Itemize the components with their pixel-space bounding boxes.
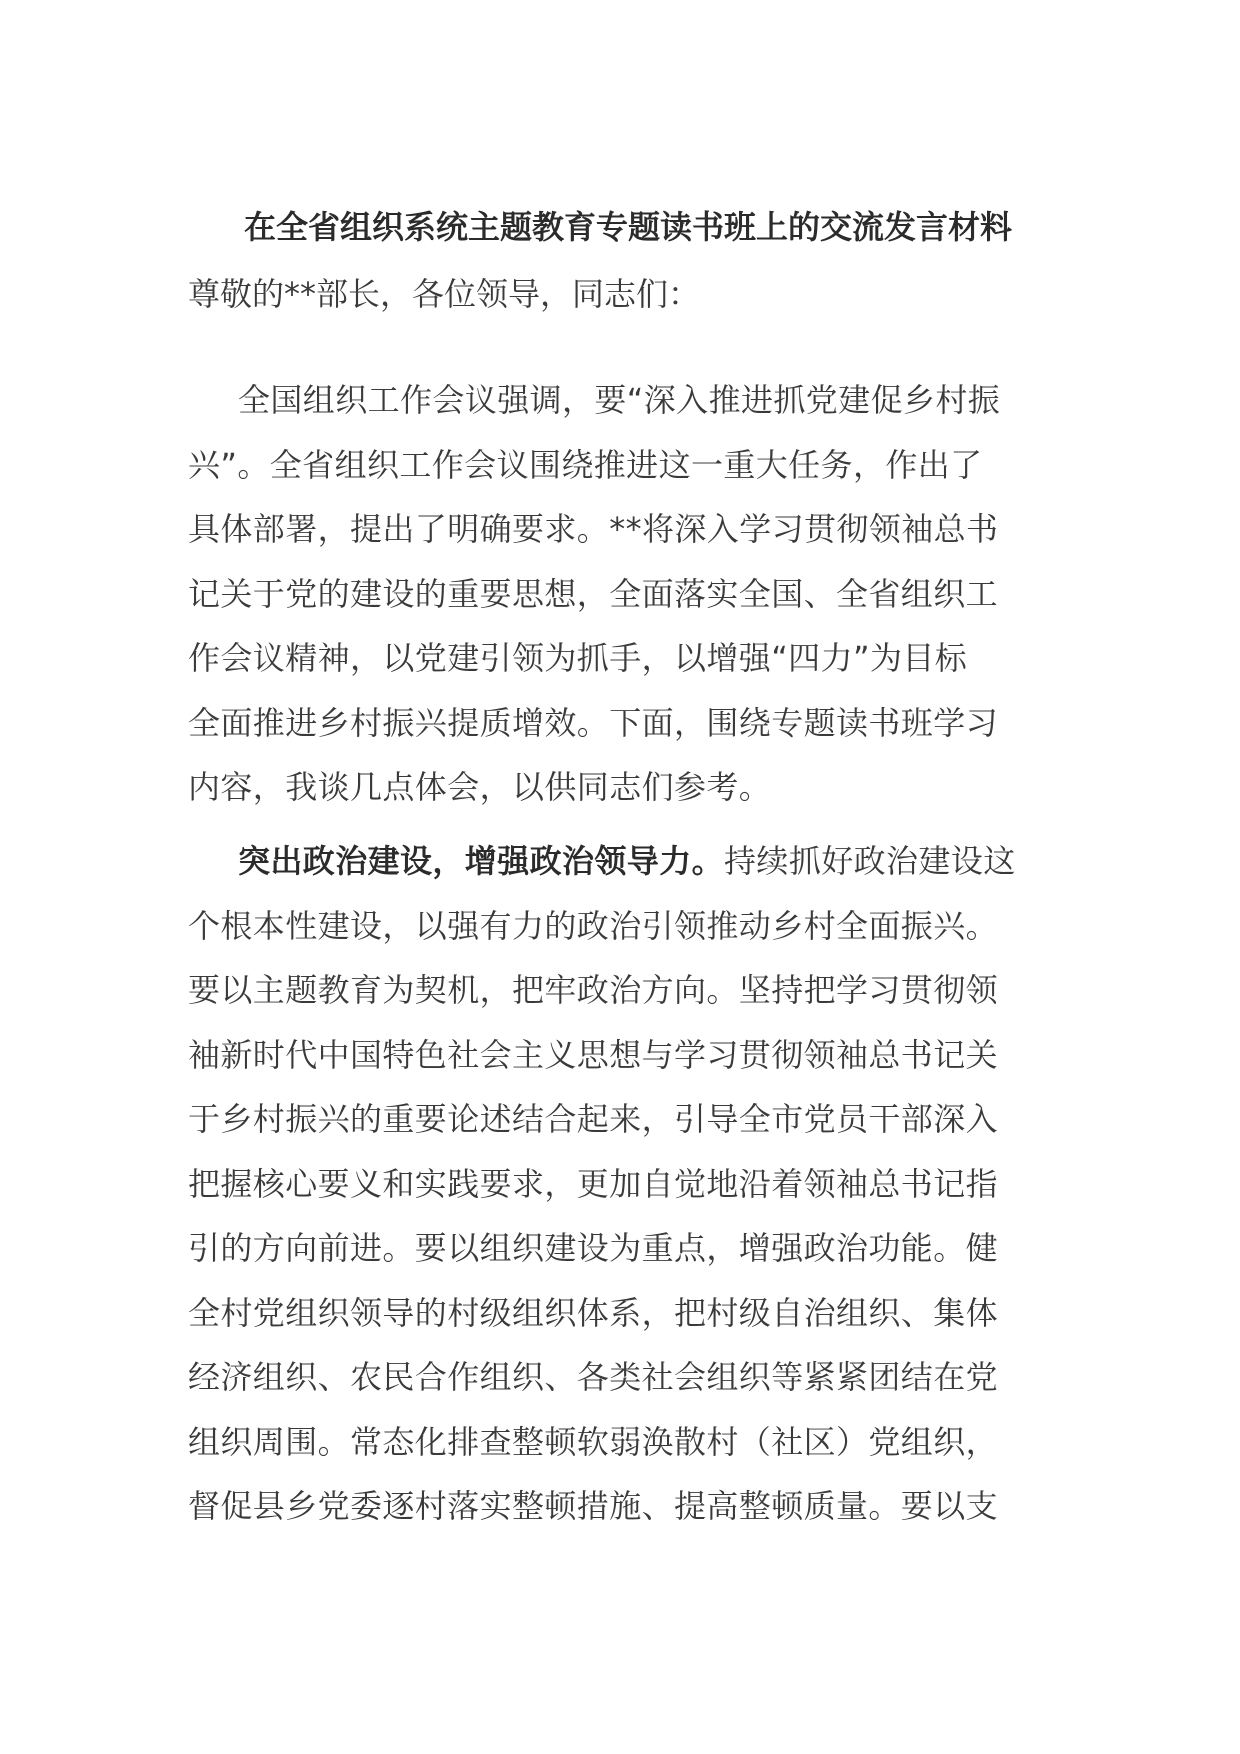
paragraph-line: 记关于党的建设的重要思想，全面落实全国、全省组织工 bbox=[188, 574, 999, 613]
paragraph-line: 内容，我谈几点体会，以供同志们参考。 bbox=[188, 768, 772, 806]
paragraph-line: 全面推进乡村振兴提质增效。下面，围绕专题读书班学习 bbox=[188, 703, 999, 742]
paragraph-line: 经济组织、农民合作组织、各类社会组织等紧紧团结在党 bbox=[188, 1358, 999, 1396]
document-title: 在全省组织系统主题教育专题读书班上的交流发言材料 bbox=[243, 208, 1012, 246]
paragraph-line: 组织周围。常态化排查整顿软弱涣散村（社区）党组织， bbox=[188, 1422, 999, 1461]
body-paragraph-2 bbox=[188, 829, 1058, 1539]
paragraph-line: 全国组织工作会议强调，要“深入推进抓党建促乡村振 bbox=[238, 381, 1001, 419]
paragraph-line: 作会议精神，以党建引领为抓手，以增强“四力”为目标 bbox=[188, 639, 968, 677]
paragraph-lead-heading: 突出政治建设，增强政治领导力。 bbox=[238, 842, 725, 880]
paragraph-first-line bbox=[188, 829, 1058, 894]
salutation: 尊敬的**部长，各位领导，同志们： bbox=[188, 275, 701, 313]
paragraph-line: 于乡村振兴的重要论述结合起来，引导全市党员干部深入 bbox=[188, 1100, 999, 1138]
paragraph-line: 要以主题教育为契机，把牢政治方向。坚持把学习贯彻领 bbox=[188, 971, 999, 1009]
body-paragraph-1 bbox=[188, 368, 1058, 820]
paragraph-line: 督促县乡党委逐村落实整顿措施、提高整顿质量。要以支 bbox=[188, 1487, 999, 1525]
paragraph-line: 把握核心要义和实践要求，更加自觉地沿着领袖总书记指 bbox=[188, 1164, 999, 1203]
paragraph-line: 个根本性建设，以强有力的政治引领推动乡村全面振兴。 bbox=[188, 906, 999, 945]
paragraph-line: 引的方向前进。要以组织建设为重点，增强政治功能。健 bbox=[188, 1229, 999, 1267]
paragraph-line: 具体部署，提出了明确要求。**将深入学习贯彻领袖总书 bbox=[188, 510, 999, 548]
paragraph-line: 袖新时代中国特色社会主义思想与学习贯彻领袖总书记关 bbox=[188, 1035, 999, 1074]
paragraph-line: 兴”。全省组织工作会议围绕推进这一重大任务，作出了 bbox=[188, 445, 983, 484]
paragraph-line: 全村党组织领导的村级组织体系，把村级自治组织、集体 bbox=[188, 1293, 999, 1332]
paragraph-line-text: 持续抓好政治建设这 bbox=[724, 842, 1016, 880]
